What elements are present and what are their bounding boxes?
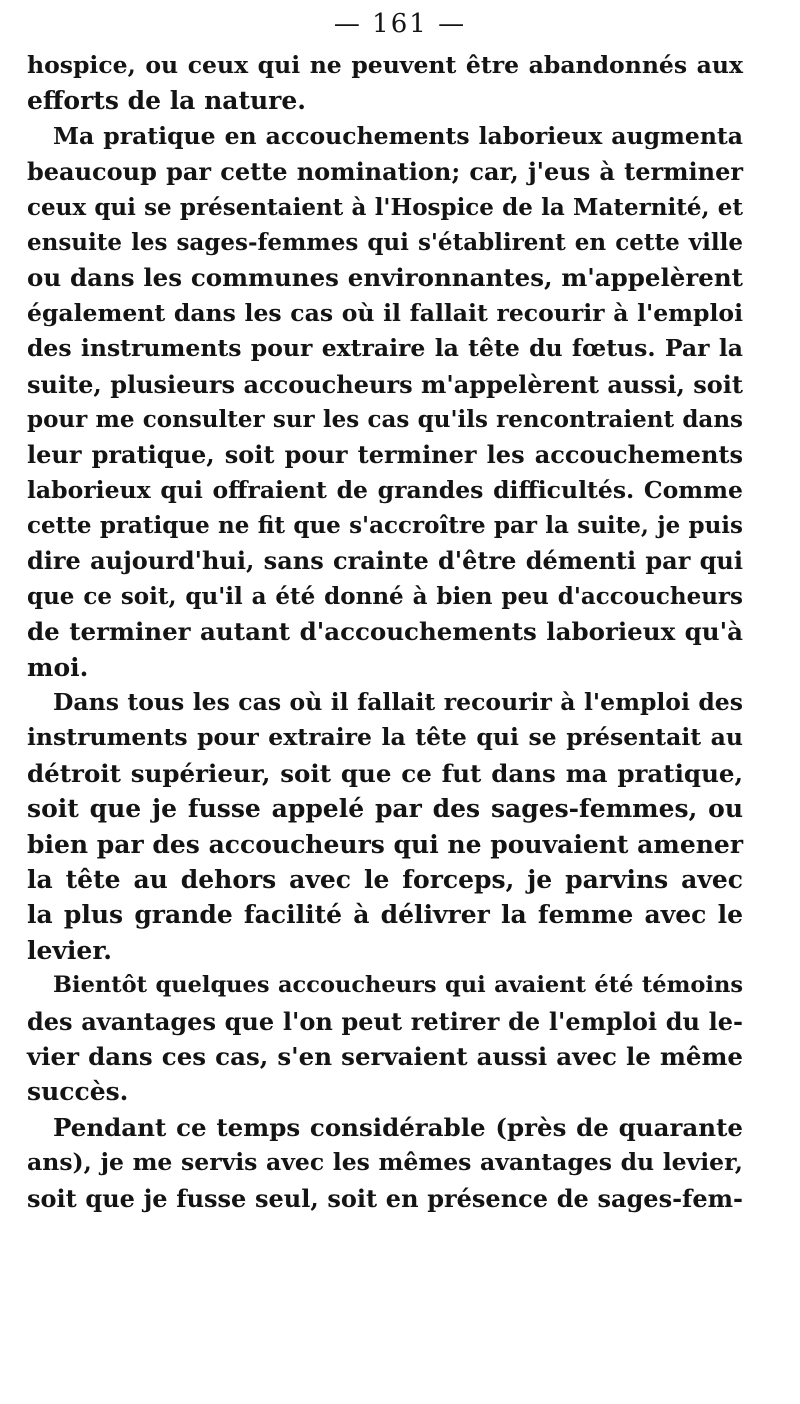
text-line: ans), je me servis avec les mêmes avantages du levier, xyxy=(27,1148,743,1177)
page-number: — 161 — xyxy=(333,9,467,39)
text-line: ou dans les communes environnantes, m'appelèrent xyxy=(27,263,743,293)
text-line: détroit supérieur, soit que ce fut dans ma pratique, xyxy=(27,758,743,788)
text-line: vier dans ces cas, s'en servaient aussi avec le même xyxy=(27,1041,743,1071)
text-line: Dans tous les cas où il fallait recourir à l'emploi des xyxy=(53,688,743,717)
text-line: Pendant ce temps considérable (près de quarante xyxy=(53,1112,743,1142)
text-line: Bientôt quelques accoucheurs qui avaient été témoins xyxy=(53,972,743,999)
text-line: soit que je fusse appelé par des sages-femmes, ou xyxy=(27,794,743,824)
text-line: beaucoup par cette nomination; car, j'eus à terminer xyxy=(27,157,743,187)
text-line: efforts de la nature. xyxy=(27,86,306,116)
text-line: dire aujourd'hui, sans crainte d'être démenti par qui xyxy=(27,546,743,576)
text-line: des avantages que l'on peut retirer de l'emploi du le- xyxy=(27,1006,743,1036)
text-line: soit que je fusse seul, soit en présence de sages-fem- xyxy=(27,1183,743,1213)
text-line: moi. xyxy=(27,652,89,682)
text-line: bien par des accoucheurs qui ne pouvaient amener xyxy=(27,829,743,859)
text-line: pour me consulter sur les cas qu'ils rencontraient dans xyxy=(27,405,743,433)
text-line: Ma pratique en accouchements laborieux augmenta xyxy=(53,121,743,150)
text-line: levier. xyxy=(27,935,112,965)
text-line: instruments pour extraire la tête qui se présentait au xyxy=(27,723,743,752)
text-line: des instruments pour extraire la tête du fœtus. Par la xyxy=(27,334,743,363)
text-line: que ce soit, qu'il a été donné à bien peu d'accoucheurs xyxy=(27,582,743,610)
text-line: laborieux qui offraient de grandes difficultés. Comme xyxy=(27,475,743,504)
text-line: suite, plusieurs accoucheurs m'appelèrent aussi, soit xyxy=(27,369,743,399)
body-text xyxy=(27,48,743,1216)
text-line: cette pratique ne fit que s'accroître par la suite, je puis xyxy=(27,512,743,540)
text-line: la plus grande facilité à délivrer la femme avec le xyxy=(27,900,743,930)
text-line: de terminer autant d'accouchements laborieux qu'à xyxy=(27,617,743,647)
text-line: ceux qui se présentaient à l'Hospice de la Maternité, et xyxy=(27,193,743,221)
text-line: également dans les cas où il fallait recourir à l'emploi xyxy=(27,298,743,327)
text-line: ensuite les sages-femmes qui s'établirent en cette ville xyxy=(27,228,743,256)
text-line: leur pratique, soit pour terminer les accouchements xyxy=(27,440,743,470)
text-line: hospice, ou ceux qui ne peuvent être abandonnés aux xyxy=(27,51,743,79)
text-line: succès. xyxy=(27,1077,129,1107)
text-line: la tête au dehors avec le forceps, je parvins avec xyxy=(27,864,743,894)
